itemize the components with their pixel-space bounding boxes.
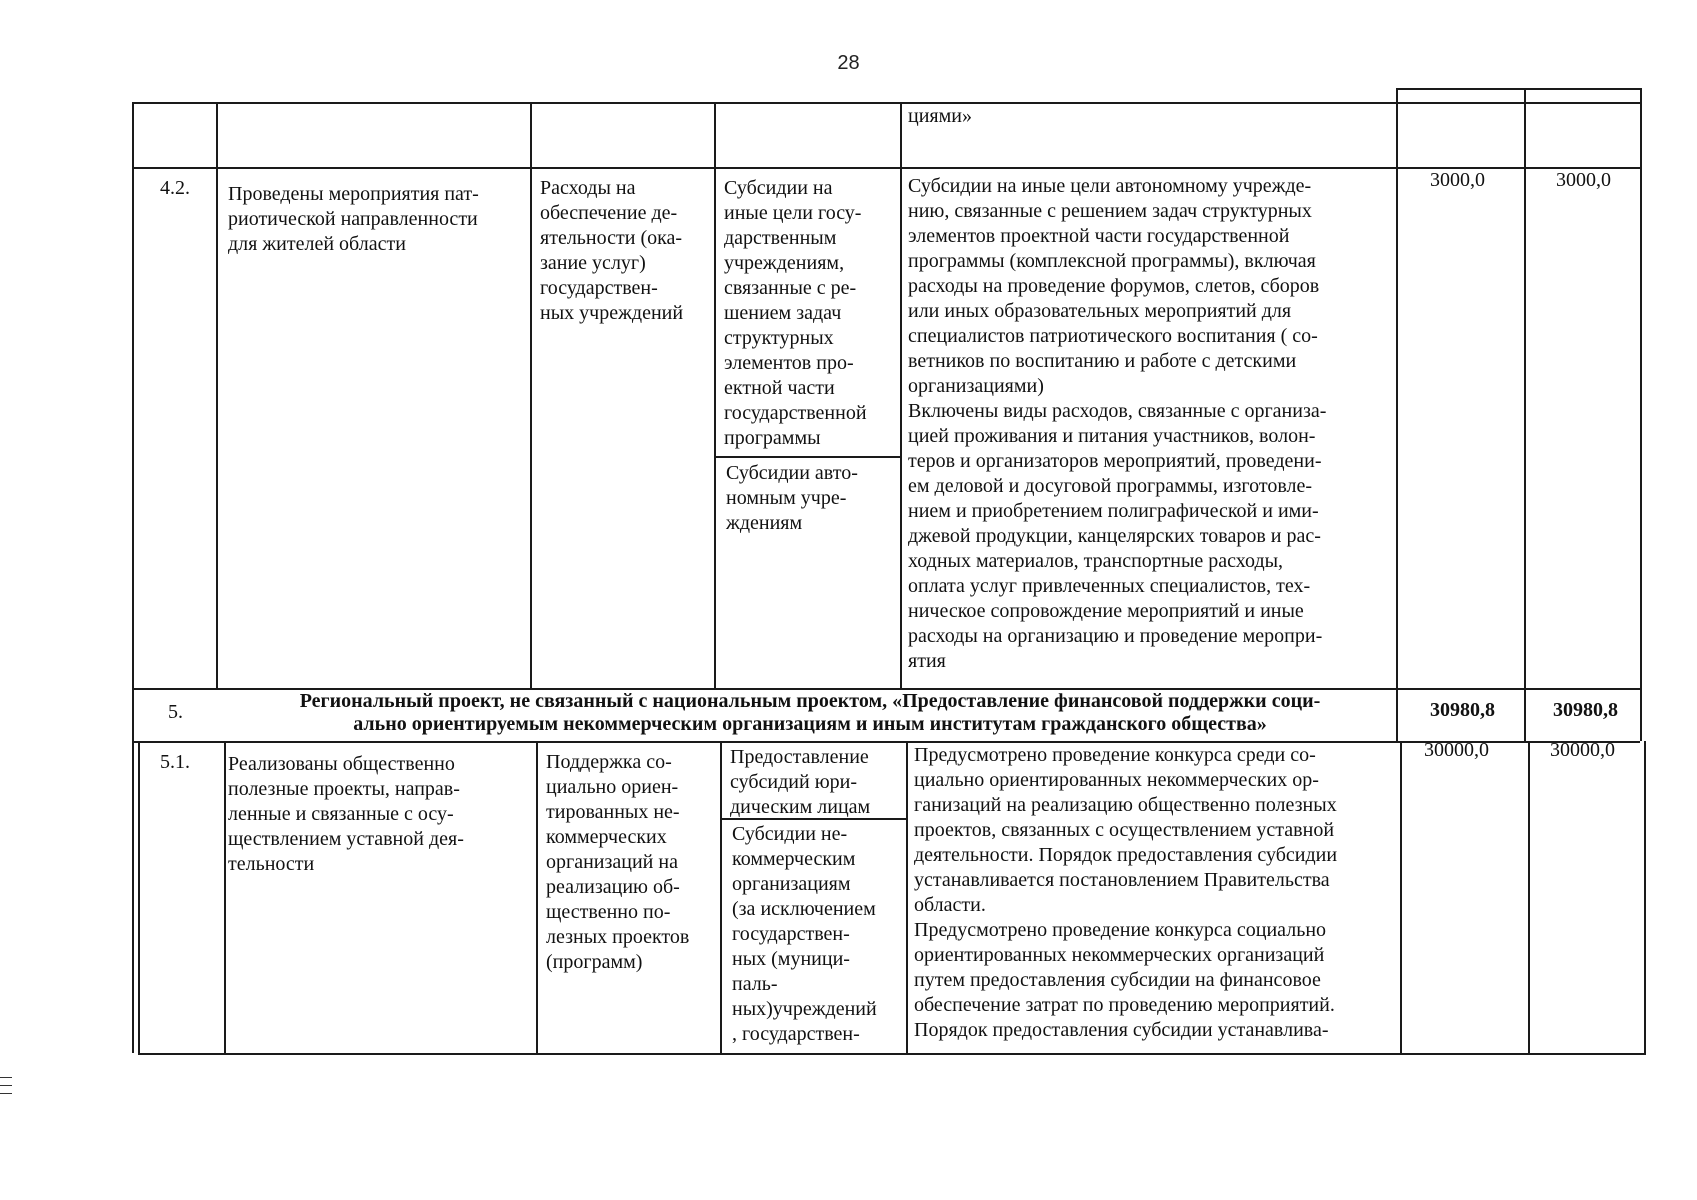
- row-4-2-amount-2: 3000,0: [1556, 169, 1611, 191]
- row-4-2-description: Субсидии на иные цели автономному учрежде- нию, связанные с решением задач структурных элементов проектной части государственной программы (комплексной программы), включая расходы на проведение форумов, слетов, сборов или иных образовательных мероприятий для специалистов патриотического воспитания ( со- ветников по воспитанию и работе с детскими организациями) Включены виды расходов, связанные с организа- цией проживания и питания участников, волон- теров и организаторов мероприятий, проведени- ем деловой и досуговой программы, изготовле- нием и приобретением полиграфической и ими- джевой продукции, канцелярских товаров и рас- ходных материалов, транспортные расходы, оплата услуг привлеченных специалистов, тех- ническое сопровождение мероприятий и иные расходы на организацию и проведение меропри- ятия: [908, 175, 1327, 672]
- col-border-right-5-1: [1644, 741, 1646, 1053]
- row-5-1-subsidy-1: Предоставление субсидий юри- дическим лицам: [730, 746, 871, 818]
- row-5-1-amount-1: 30000,0: [1424, 739, 1489, 761]
- row-5-1-subsidy-2: Субсидии не- коммерческим организациям (за исключением государствен- ных (муници- паль- ных)учреждений , государствен-: [732, 823, 877, 1045]
- col-border-description-5-1: [1400, 741, 1402, 1053]
- row-5-number: 5.: [168, 701, 183, 723]
- margin-mark: [0, 1093, 12, 1094]
- page-number: 28: [837, 52, 860, 74]
- row-5-amount-2: 30980,8: [1553, 699, 1618, 721]
- row-4-2-subsidy-1: Субсидии на иные цели госу- дарственным учреждениям, связанные с ре- шением задач структурных элементов про- ектной части государственной программы: [724, 177, 867, 449]
- col-border-result-5-1: [536, 741, 538, 1053]
- row-4-2-result: Проведены мероприятия пат- риотической направленности для жителей области: [228, 183, 479, 255]
- col-border-left: [132, 102, 134, 1053]
- row-5-amount-1: 30980,8: [1430, 699, 1495, 721]
- col-border-expense: [714, 102, 716, 688]
- col-border-number: [216, 102, 218, 688]
- row-5-title: Региональный проект, не связанный с национальным проектом, «Предоставление финансовой поддержки соци- ально ориентируемым некоммерческим организациям и иным институтам гражданского общества»: [299, 690, 1321, 735]
- col-border-subsidy: [900, 102, 902, 688]
- row-4-2-amount-1: 3000,0: [1430, 169, 1485, 191]
- row-5-1-amount-2: 30000,0: [1550, 739, 1615, 761]
- table-bottom-border: [138, 1053, 1646, 1055]
- col-border-amount: [1524, 88, 1526, 741]
- col-border-description: [1396, 88, 1398, 741]
- row-divider-4-2: [132, 167, 1640, 169]
- subsidy-divider-4-2: [716, 456, 900, 458]
- table-top-border: [132, 102, 1640, 104]
- row-5-1-expense-type: Поддержка со- циально ориен- тированных не- коммерческих организаций на реализацию об- щественно по- лезных проектов (программ): [546, 751, 690, 973]
- continued-description: циями»: [908, 105, 972, 127]
- table-top-border-right: [1396, 88, 1640, 90]
- col-border-number-5-1: [224, 741, 226, 1053]
- col-border-result: [530, 102, 532, 688]
- row-5-1-number: 5.1.: [160, 751, 190, 773]
- row-5-1-description: Предусмотрено проведение конкурса среди со- циально ориентированных некоммерческих ор- ганизаций на реализацию общественно полезных проектов, связанных с осуществлением уставной деятельности. Порядок предоставления субсидии устанавливается постановлением Правительства области. Предусмотрено проведение конкурса социально ориентированных некоммерческих организаций путем предоставления субсидии на финансовое обеспечение затрат по проведению мероприятий. Порядок предоставления субсидии устанавлива-: [914, 744, 1338, 1041]
- row-4-2-number: 4.2.: [160, 177, 190, 199]
- row-5-1-result: Реализованы общественно полезные проекты, направ- ленные и связанные с осу- ществлением уставной дея- тельности: [228, 753, 464, 875]
- row-divider-5-1: [132, 741, 1640, 743]
- col-border-right: [1640, 88, 1642, 741]
- margin-mark: [0, 1085, 12, 1086]
- row-4-2-subsidy-2: Субсидии авто- номным учре- ждениям: [726, 462, 858, 534]
- col-border-subsidy-5-1: [906, 741, 908, 1053]
- row-4-2-expense-type: Расходы на обеспечение де- ятельности (ока- зание услуг) государствен- ных учреждений: [540, 177, 684, 324]
- col-border-amount-5-1: [1528, 741, 1530, 1053]
- col-border-left-5-1: [138, 741, 140, 1053]
- margin-mark: [0, 1077, 12, 1078]
- col-border-expense-5-1: [720, 741, 722, 1053]
